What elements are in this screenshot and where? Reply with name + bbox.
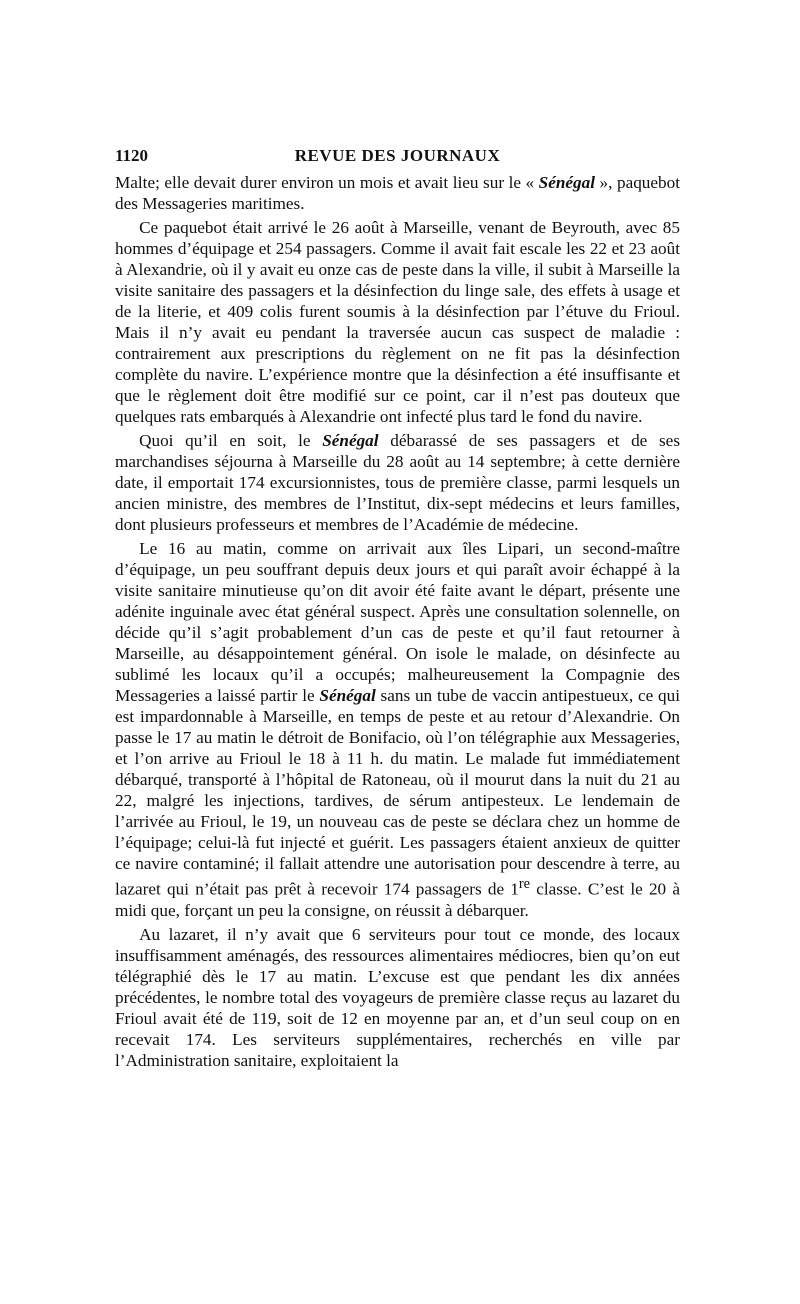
paragraph-4-text-c: classe. C’est le 20 à midi que, forçant un peu la consigne, on réussit à débarquer. [115, 879, 680, 920]
paragraph-1 [115, 172, 680, 214]
page-header [115, 146, 680, 170]
running-title: REVUE DES JOURNAUX [294, 146, 501, 165]
page-number: 1120 [115, 146, 149, 165]
ship-name: Sénégal [538, 173, 596, 192]
paragraph-1-text-a: Malte; elle devait durer environ un mois et avait lieu sur le « [115, 173, 539, 192]
article-body [115, 172, 680, 1071]
paragraph-4 [115, 538, 680, 921]
paragraph-4-text-b: sans un tube de vaccin antipestueux, ce qui est impardonnable à Marseille, en temps de peste et au retour d’Alexandrie. On passe le 17 au matin le détroit de Bonifacio, où l’on télégraphie aux Messageries, et l’on arrive au Frioul le 18 à 11 h. du matin. Le malade fut immédiatement débarqué, transporté à l’hôpital de Ratoneau, où il mourut dans la nuit du 21 au 22, malgré les injections, tardives, de sérum antipesteux. Le lendemain de l’arrivée au Frioul, le 19, un nouveau cas de peste se déclara chez un homme de l’équipage; celui-là fut injecté et guérit. Les passagers étaient anxieux de quitter ce navire contaminé; il fallait attendre une autorisation pour descendre à terre, au lazaret qui n’était pas prêt à recevoir 174 passagers de 1 [115, 686, 680, 899]
superscript-re: re [518, 876, 531, 892]
paragraph-3 [115, 430, 680, 535]
paragraph-1-text-b: », paquebot des Messageries maritimes. [115, 173, 680, 213]
ship-name: Sénégal [322, 431, 379, 450]
paragraph-2: Ce paquebot était arrivé le 26 août à Marseille, venant de Beyrouth, avec 85 hommes d’équipage et 254 passagers. Comme il avait fait escale les 22 et 23 août à Alexandrie, où il y avait eu onze cas de peste dans la ville, il subit à Marseille la visite sanitaire des passagers et la désinfection du linge sale, des effets à usage et de la literie, et 409 colis furent soumis à la désinfection par l’étuve du Frioul. Mais il n’y avait eu pendant la traversée aucun cas suspect de maladie : contrairement aux prescriptions du règlement on ne fit pas la désinfection complète du navire. L’expérience montre que la désinfection a été insuffisante et que le règlement doit être modifié sur ce point, car il n’est pas douteux que quelques rats embarqués à Alexandrie ont infecté plus tard le fond du navire. [115, 218, 680, 426]
paragraph-3-text-a: Quoi qu’il en soit, le [139, 431, 323, 450]
paragraph-5: Au lazaret, il n’y avait que 6 serviteurs pour tout ce monde, des locaux insuffisamment aménagés, des ressources alimentaires médiocres, bien qu’on eut télégraphié dès le 17 au matin. L’excuse est que pendant les dix années précédentes, le nombre total des voyageurs de première classe reçus au lazaret du Frioul avait été de 119, soit de 12 en moyenne par an, et d’un seul coup on en recevait 174. Les serviteurs supplémentaires, recherchés en ville par l’Administration sanitaire, exploitaient la [115, 924, 680, 1070]
paragraph-4-text-a: Le 16 au matin, comme on arrivait aux îles Lipari, un second-maître d’équipage, un peu souffrant depuis deux jours et qui paraît avoir échappé à la visite sanitaire minutieuse qu’on dit avoir été faite avant le départ, présente une adénite inguinale avec état général suspect. Après une consultation solennelle, on décide qu’il s’agit probablement d’un cas de peste et qu’il faut retourner à Marseille, au désappointement général. On isole le malade, on désinfecte au sublimé les locaux qu’il a occupés; malheureusement la Compagnie des Messageries a laissé partir le [115, 539, 680, 705]
ship-name: Sénégal [319, 686, 376, 705]
paragraph-3-text-b: débarassé de ses passagers et de ses marchandises séjourna à Marseille du 28 août au 14 septembre; à cette dernière date, il emportait 174 excursionnistes, tous de première classe, parmi lesquels un ancien ministre, des membres de l’Institut, dix-sept médecins et leurs familles, dont plusieurs professeurs et membres de l’Académie de médecine. [115, 431, 681, 534]
